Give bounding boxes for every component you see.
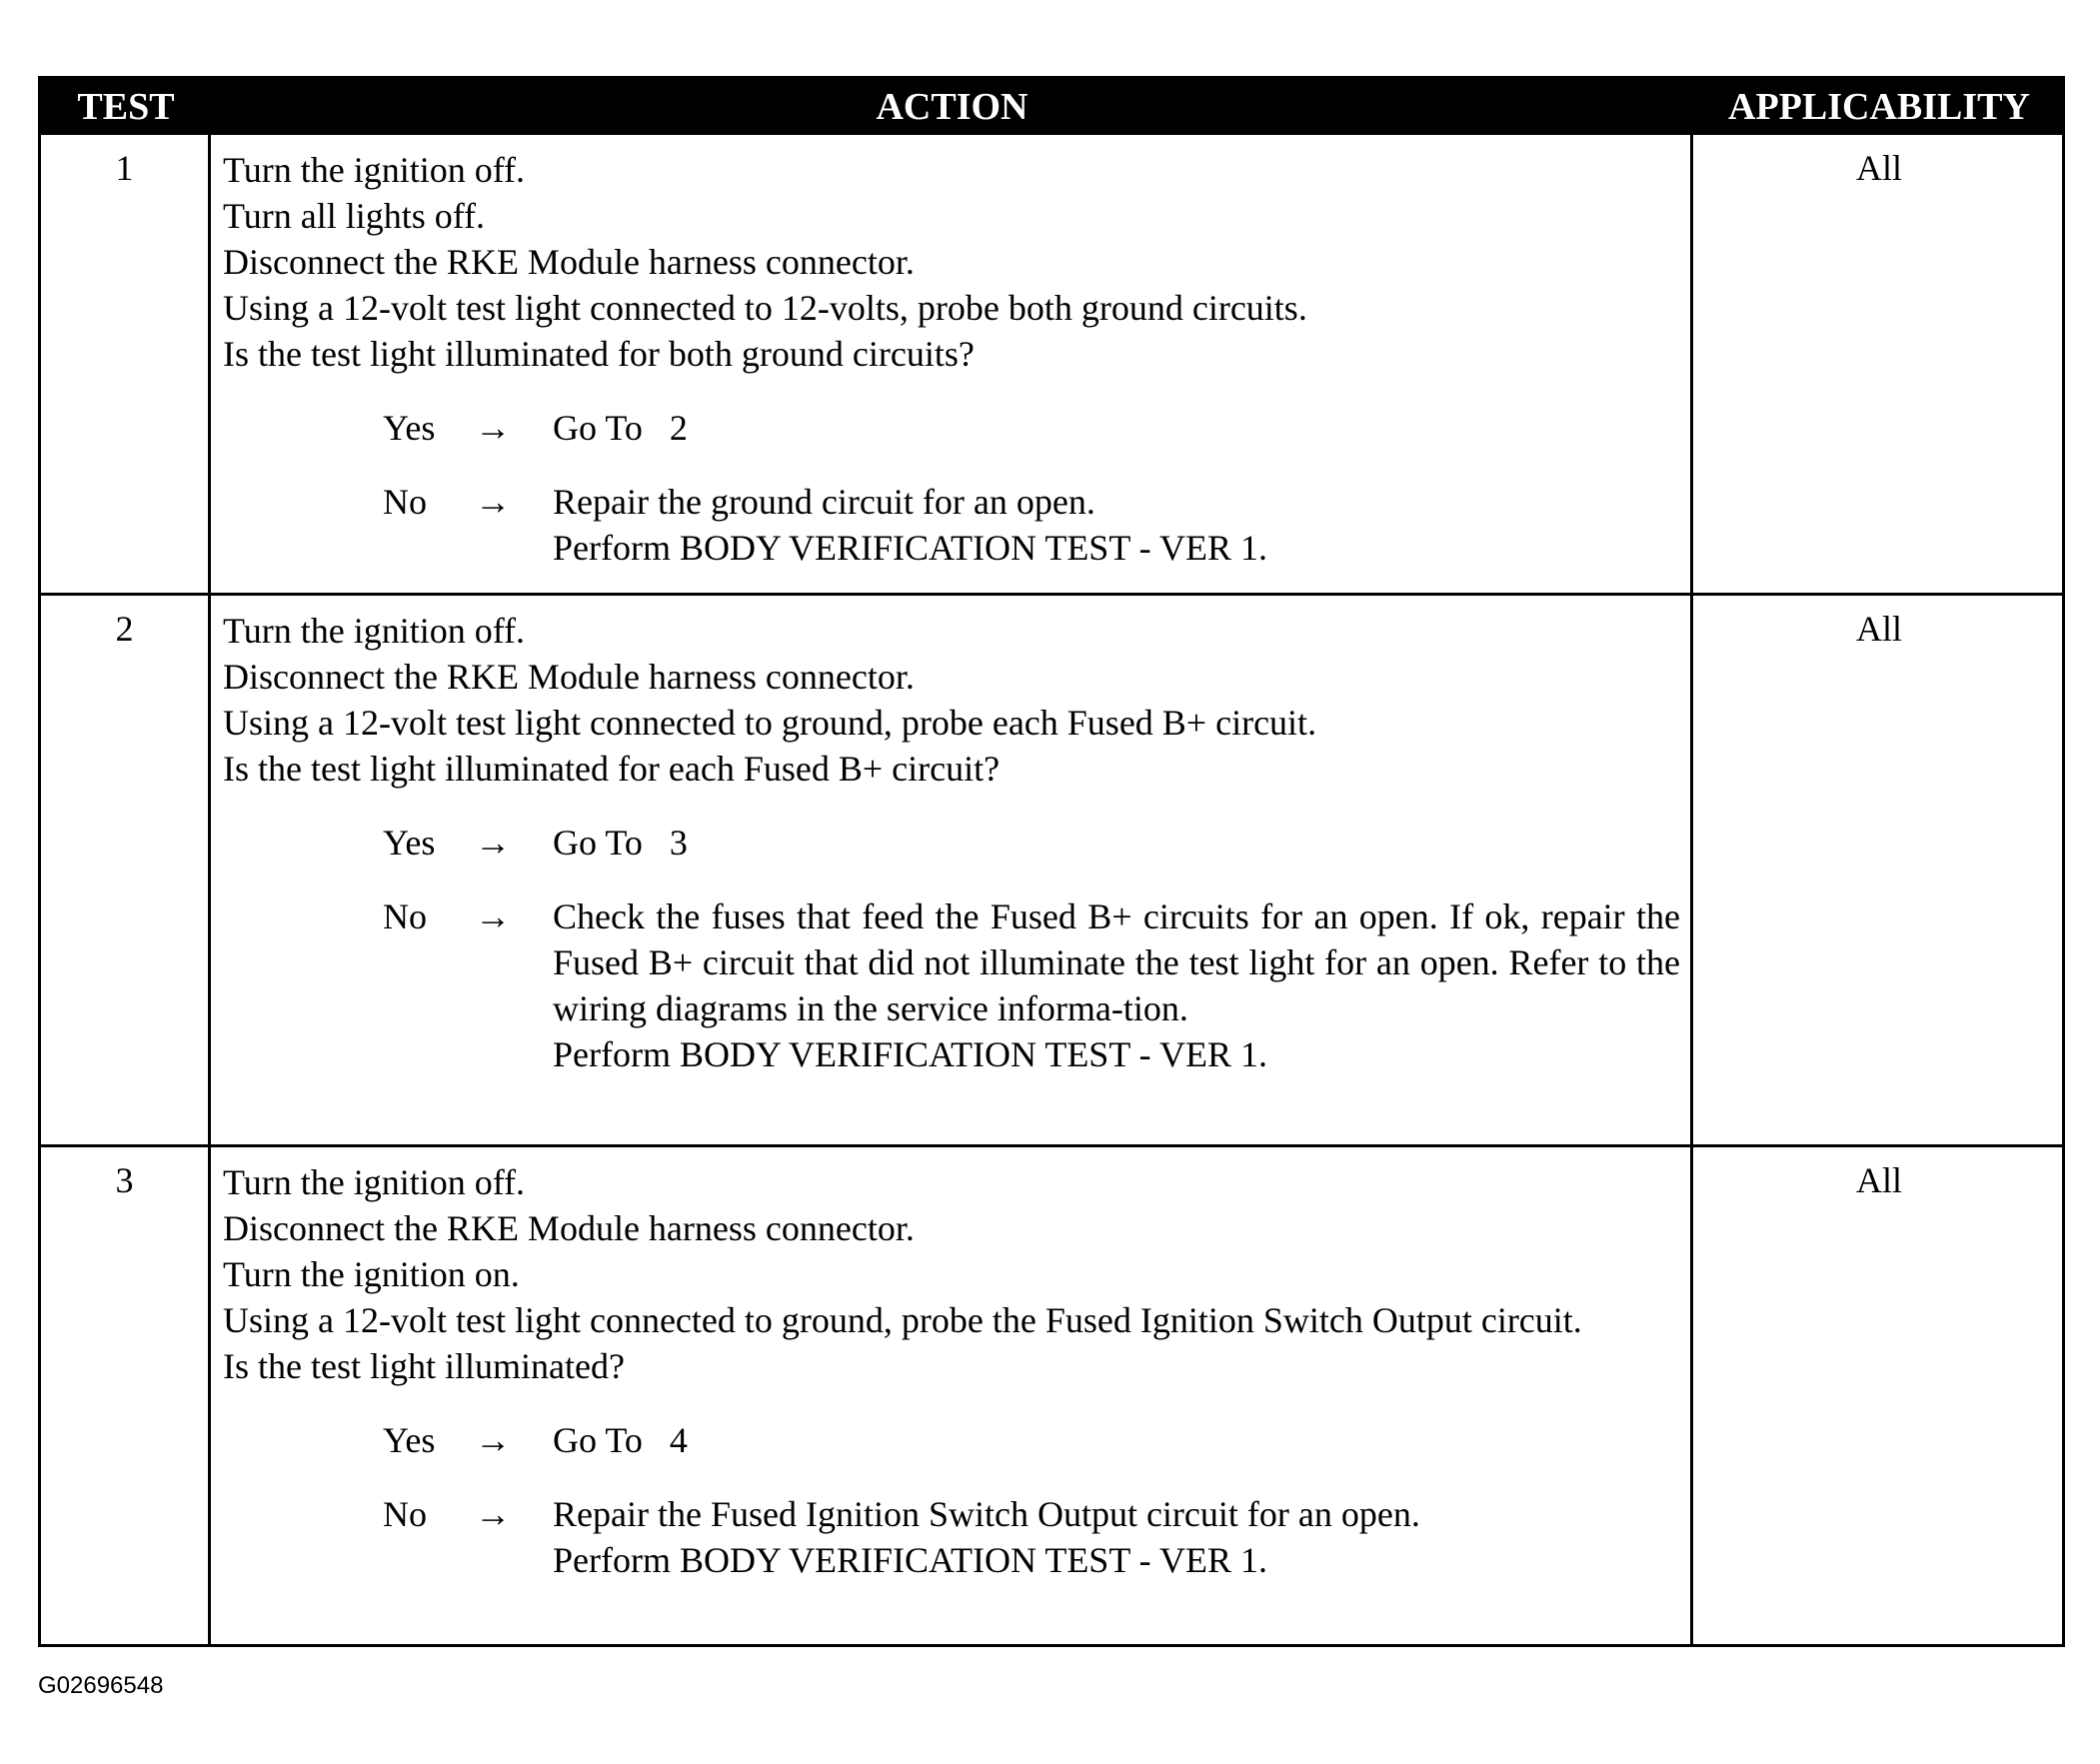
test-number: 2 xyxy=(41,596,211,1144)
applicability-value: All xyxy=(1855,1160,1902,1200)
action-step: Is the test light illuminated for both ground circuits? xyxy=(223,334,975,374)
no-result: Repair the Fused Ignition Switch Output circuit for an open. xyxy=(553,1494,1420,1534)
right-arrow-icon: → xyxy=(475,823,511,863)
yes-result: Go To 4 xyxy=(553,1420,688,1460)
action-step: Using a 12-volt test light connected to ground, probe the Fused Ignition Switch Output circuit. xyxy=(223,1300,1582,1340)
action-step: Disconnect the RKE Module harness connector. xyxy=(223,657,915,697)
table-row-test-3 xyxy=(41,1144,2062,1644)
outcome-yes xyxy=(223,1417,1680,1463)
table-row-test-1 xyxy=(41,135,2062,593)
table-header xyxy=(41,79,2062,135)
action-step: Turn the ignition off. xyxy=(223,1162,526,1202)
action-step: Turn the ignition on. xyxy=(223,1254,520,1294)
no-result: Check the fuses that feed the Fused B+ circuits for an open. If ok, repair the Fused B+ circuit that did not illuminate the test light for an open. Refer to the wiring diagrams in the service informa-tion. xyxy=(553,896,1680,1028)
no-label: No xyxy=(383,1494,427,1534)
right-arrow-icon: → xyxy=(475,1494,511,1534)
action-step: Turn the ignition off. xyxy=(223,150,526,190)
yes-label: Yes xyxy=(383,823,436,863)
table-row-test-2 xyxy=(41,593,2062,1144)
header-test: TEST xyxy=(77,86,175,128)
header-action: ACTION xyxy=(876,86,1029,128)
verification-instruction: Perform BODY VERIFICATION TEST - VER 1. xyxy=(553,1540,1268,1580)
action-step: Using a 12-volt test light connected to 12-volts, probe both ground circuits. xyxy=(223,288,1307,328)
action-step: Using a 12-volt test light connected to ground, probe each Fused B+ circuit. xyxy=(223,703,1317,743)
outcome-no xyxy=(223,1491,1680,1583)
action-step: Turn the ignition off. xyxy=(223,611,526,651)
action-step: Disconnect the RKE Module harness connector. xyxy=(223,242,915,282)
figure-id: G02696548 xyxy=(38,1672,164,1699)
yes-result: Go To 2 xyxy=(553,408,688,448)
right-arrow-icon: → xyxy=(475,1420,511,1460)
diagnostic-test-table xyxy=(38,76,2065,1647)
verification-instruction: Perform BODY VERIFICATION TEST - VER 1. xyxy=(553,1034,1268,1074)
header-applicability: APPLICABILITY xyxy=(1728,86,2030,128)
action-step: Is the test light illuminated for each Fused B+ circuit? xyxy=(223,749,1001,789)
action-step: Is the test light illuminated? xyxy=(223,1346,625,1386)
no-label: No xyxy=(383,896,427,936)
right-arrow-icon: → xyxy=(475,896,511,936)
test-number: 1 xyxy=(41,135,211,593)
verification-instruction: Perform BODY VERIFICATION TEST - VER 1. xyxy=(553,528,1268,568)
yes-label: Yes xyxy=(383,408,436,448)
yes-result: Go To 3 xyxy=(553,823,688,863)
action-cell xyxy=(211,596,1693,1144)
right-arrow-icon: → xyxy=(475,408,511,448)
applicability-value: All xyxy=(1855,609,1902,649)
action-step: Turn all lights off. xyxy=(223,196,486,236)
applicability-value: All xyxy=(1855,148,1902,188)
yes-label: Yes xyxy=(383,1420,436,1460)
outcome-no xyxy=(223,893,1680,1077)
outcome-yes xyxy=(223,405,1680,451)
action-step: Disconnect the RKE Module harness connector. xyxy=(223,1208,915,1248)
outcome-yes xyxy=(223,820,1680,866)
right-arrow-icon: → xyxy=(475,482,511,522)
test-number: 3 xyxy=(41,1147,211,1644)
outcome-no xyxy=(223,479,1680,571)
action-cell xyxy=(211,1147,1693,1644)
no-result: Repair the ground circuit for an open. xyxy=(553,482,1095,522)
action-cell xyxy=(211,135,1693,593)
no-label: No xyxy=(383,482,427,522)
